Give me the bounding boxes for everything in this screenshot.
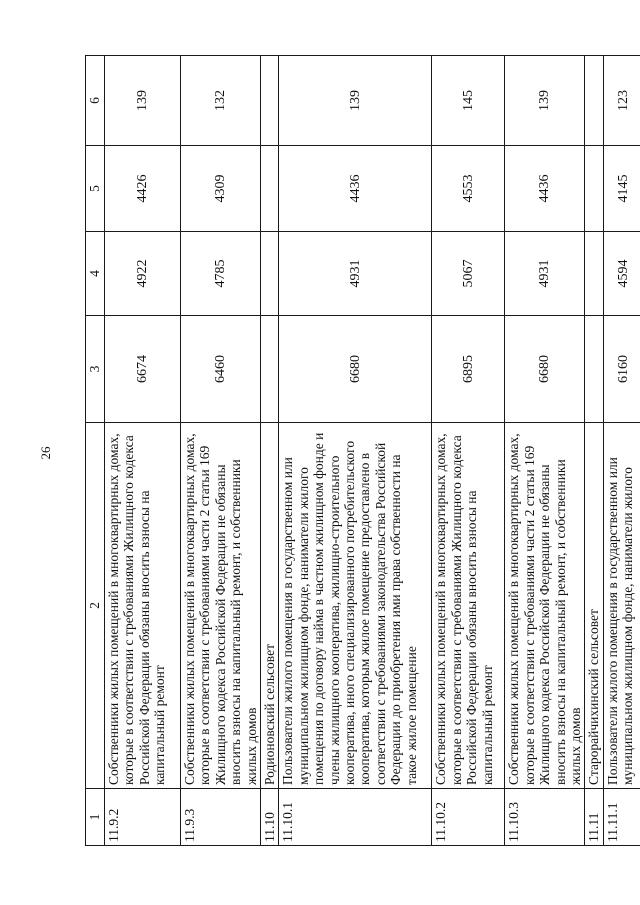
value-col6: 145 <box>432 56 505 146</box>
tariff-table <box>85 55 640 846</box>
row-description: Пользователи жилого помещения в государственном или муниципальном жилищном фонде, наниматели жилого <box>603 423 640 789</box>
row-code: 11.10.3 <box>505 789 585 846</box>
value-col4 <box>261 232 279 316</box>
value-col6: 139 <box>505 56 585 146</box>
column-header: 2 <box>86 423 105 789</box>
table-row <box>505 56 585 846</box>
value-col5: 4309 <box>181 146 261 232</box>
value-col5: 4436 <box>505 146 585 232</box>
table-row <box>603 56 640 846</box>
value-col3 <box>261 316 279 423</box>
table-row <box>105 56 181 846</box>
rotated-table-container <box>85 56 636 846</box>
header-row <box>86 56 105 846</box>
row-code: 11.10.1 <box>279 789 432 846</box>
value-col6: 139 <box>279 56 432 146</box>
table-row <box>279 56 432 846</box>
value-col5: 4426 <box>105 146 181 232</box>
value-col4: 4785 <box>181 232 261 316</box>
value-col4: 4922 <box>105 232 181 316</box>
value-col3: 6460 <box>181 316 261 423</box>
row-description: Собственники жилых помещений в многоквартирных домах, которые в соответствии с требованиями части 2 статьи 169 Жилищного кодекса Российской Федерации не обязаны вносить взносы на капитальный ремонт, и собственники жилых домов <box>505 423 585 789</box>
value-col3: 6674 <box>105 316 181 423</box>
value-col6: 123 <box>603 56 640 146</box>
value-col5: 4436 <box>279 146 432 232</box>
table-row <box>585 56 603 846</box>
row-description: Собственники жилых помещений в многоквартирных домах, которые в соответствии с требованиями Жилищного кодекса Российской Федерации обязаны вносить взносы на капитальный ремонт <box>105 423 181 789</box>
row-description: Старорайчихинский сельсовет <box>585 423 603 789</box>
value-col3: 6160 <box>603 316 640 423</box>
value-col3: 6680 <box>505 316 585 423</box>
page-number: 26 <box>38 446 53 460</box>
row-code: 11.10.2 <box>432 789 505 846</box>
table-row <box>181 56 261 846</box>
value-col6 <box>585 56 603 146</box>
table-row <box>261 56 279 846</box>
row-code: 11.10 <box>261 789 279 846</box>
value-col4: 4931 <box>505 232 585 316</box>
value-col6: 139 <box>105 56 181 146</box>
column-header: 3 <box>86 316 105 423</box>
column-header: 4 <box>86 232 105 316</box>
row-description: Пользователи жилого помещения в государственном или муниципальном жилищном фонде, наниматели жилого помещения по договору найма в частном жилищном фонде и члены жилищного кооператива, жилищно-строительного кооператива, иного специализированного потребительского кооператива, которым жилое помещение предоставлено в соответствии с требованиями законодательства Российской Федерации до приобретения ими права собственности на такое жилое помещение <box>279 423 432 789</box>
row-code: 11.9.2 <box>105 789 181 846</box>
column-header: 6 <box>86 56 105 146</box>
value-col5 <box>585 146 603 232</box>
value-col3: 6895 <box>432 316 505 423</box>
value-col5: 4553 <box>432 146 505 232</box>
value-col3 <box>585 316 603 423</box>
value-col6 <box>261 56 279 146</box>
value-col5 <box>261 146 279 232</box>
column-header: 1 <box>86 789 105 846</box>
column-header: 5 <box>86 146 105 232</box>
row-description: Собственники жилых помещений в многоквартирных домах, которые в соответствии с требованиями Жилищного кодекса Российской Федерации обязаны вносить взносы на капитальный ремонт <box>432 423 505 789</box>
row-code: 11.11.1 <box>603 789 640 846</box>
value-col4 <box>585 232 603 316</box>
row-description: Собственники жилых помещений в многоквартирных домах, которые в соответствии с требованиями части 2 статьи 169 Жилищного кодекса Российской Федерации не обязаны вносить взносы на капитальный ремонт, и собственники жилых домов <box>181 423 261 789</box>
row-description: Родионовский сельсовет <box>261 423 279 789</box>
value-col4: 4594 <box>603 232 640 316</box>
row-code: 11.9.3 <box>181 789 261 846</box>
value-col6: 132 <box>181 56 261 146</box>
table-row <box>432 56 505 846</box>
value-col3: 6680 <box>279 316 432 423</box>
value-col4: 4931 <box>279 232 432 316</box>
value-col4: 5067 <box>432 232 505 316</box>
row-code: 11.11 <box>585 789 603 846</box>
value-col5: 4145 <box>603 146 640 232</box>
